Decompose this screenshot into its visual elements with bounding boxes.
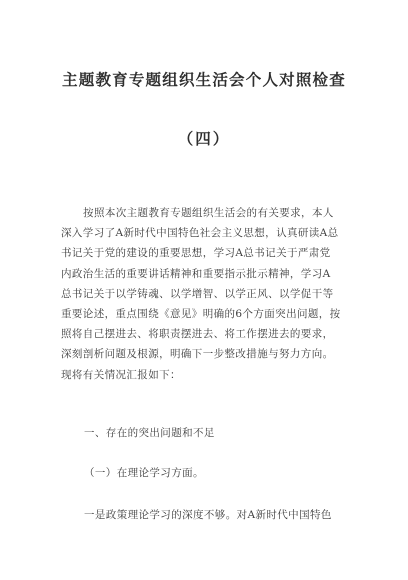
intro-line: 深刻剖析问题及根源，明确下一步整改措施与努力方向。	[61, 348, 334, 361]
subsection-heading: （一）在理论学习方面。	[84, 467, 204, 479]
intro-line: 按照本次主题教育专题组织生活会的有关要求，本人	[83, 207, 334, 219]
intro-line: 现将有关情况汇报如下：	[61, 368, 181, 381]
intro-line: 书记关于党的建设的重要思想，学习A总书记关于严肃党	[61, 247, 331, 260]
section-heading: 一、存在的突出问题和不足	[84, 427, 215, 439]
document-title: 主题教育专题组织生活会个人对照检查	[62, 70, 346, 89]
intro-line: 照将自己摆进去、将职责摆进去、将工作摆进去的要求，	[61, 328, 334, 341]
intro-line: 重要论述，重点围绕《意见》明确的6个方面突出问题，按	[61, 308, 341, 321]
intro-line: 内政治生活的重要讲话精神和重要指示批示精神，学习A	[61, 267, 331, 280]
document-title-number: （四）	[177, 129, 231, 148]
body-paragraph: 一是政策理论学习的深度不够。对A新时代中国特色	[84, 509, 332, 521]
intro-line: 总书记关于以学铸魂、以学增智、以学正风、以学促干等	[61, 287, 334, 300]
intro-line: 深入学习了A新时代中国特色社会主义思想，认真研读A总	[61, 227, 339, 240]
intro-paragraph	[61, 203, 351, 385]
